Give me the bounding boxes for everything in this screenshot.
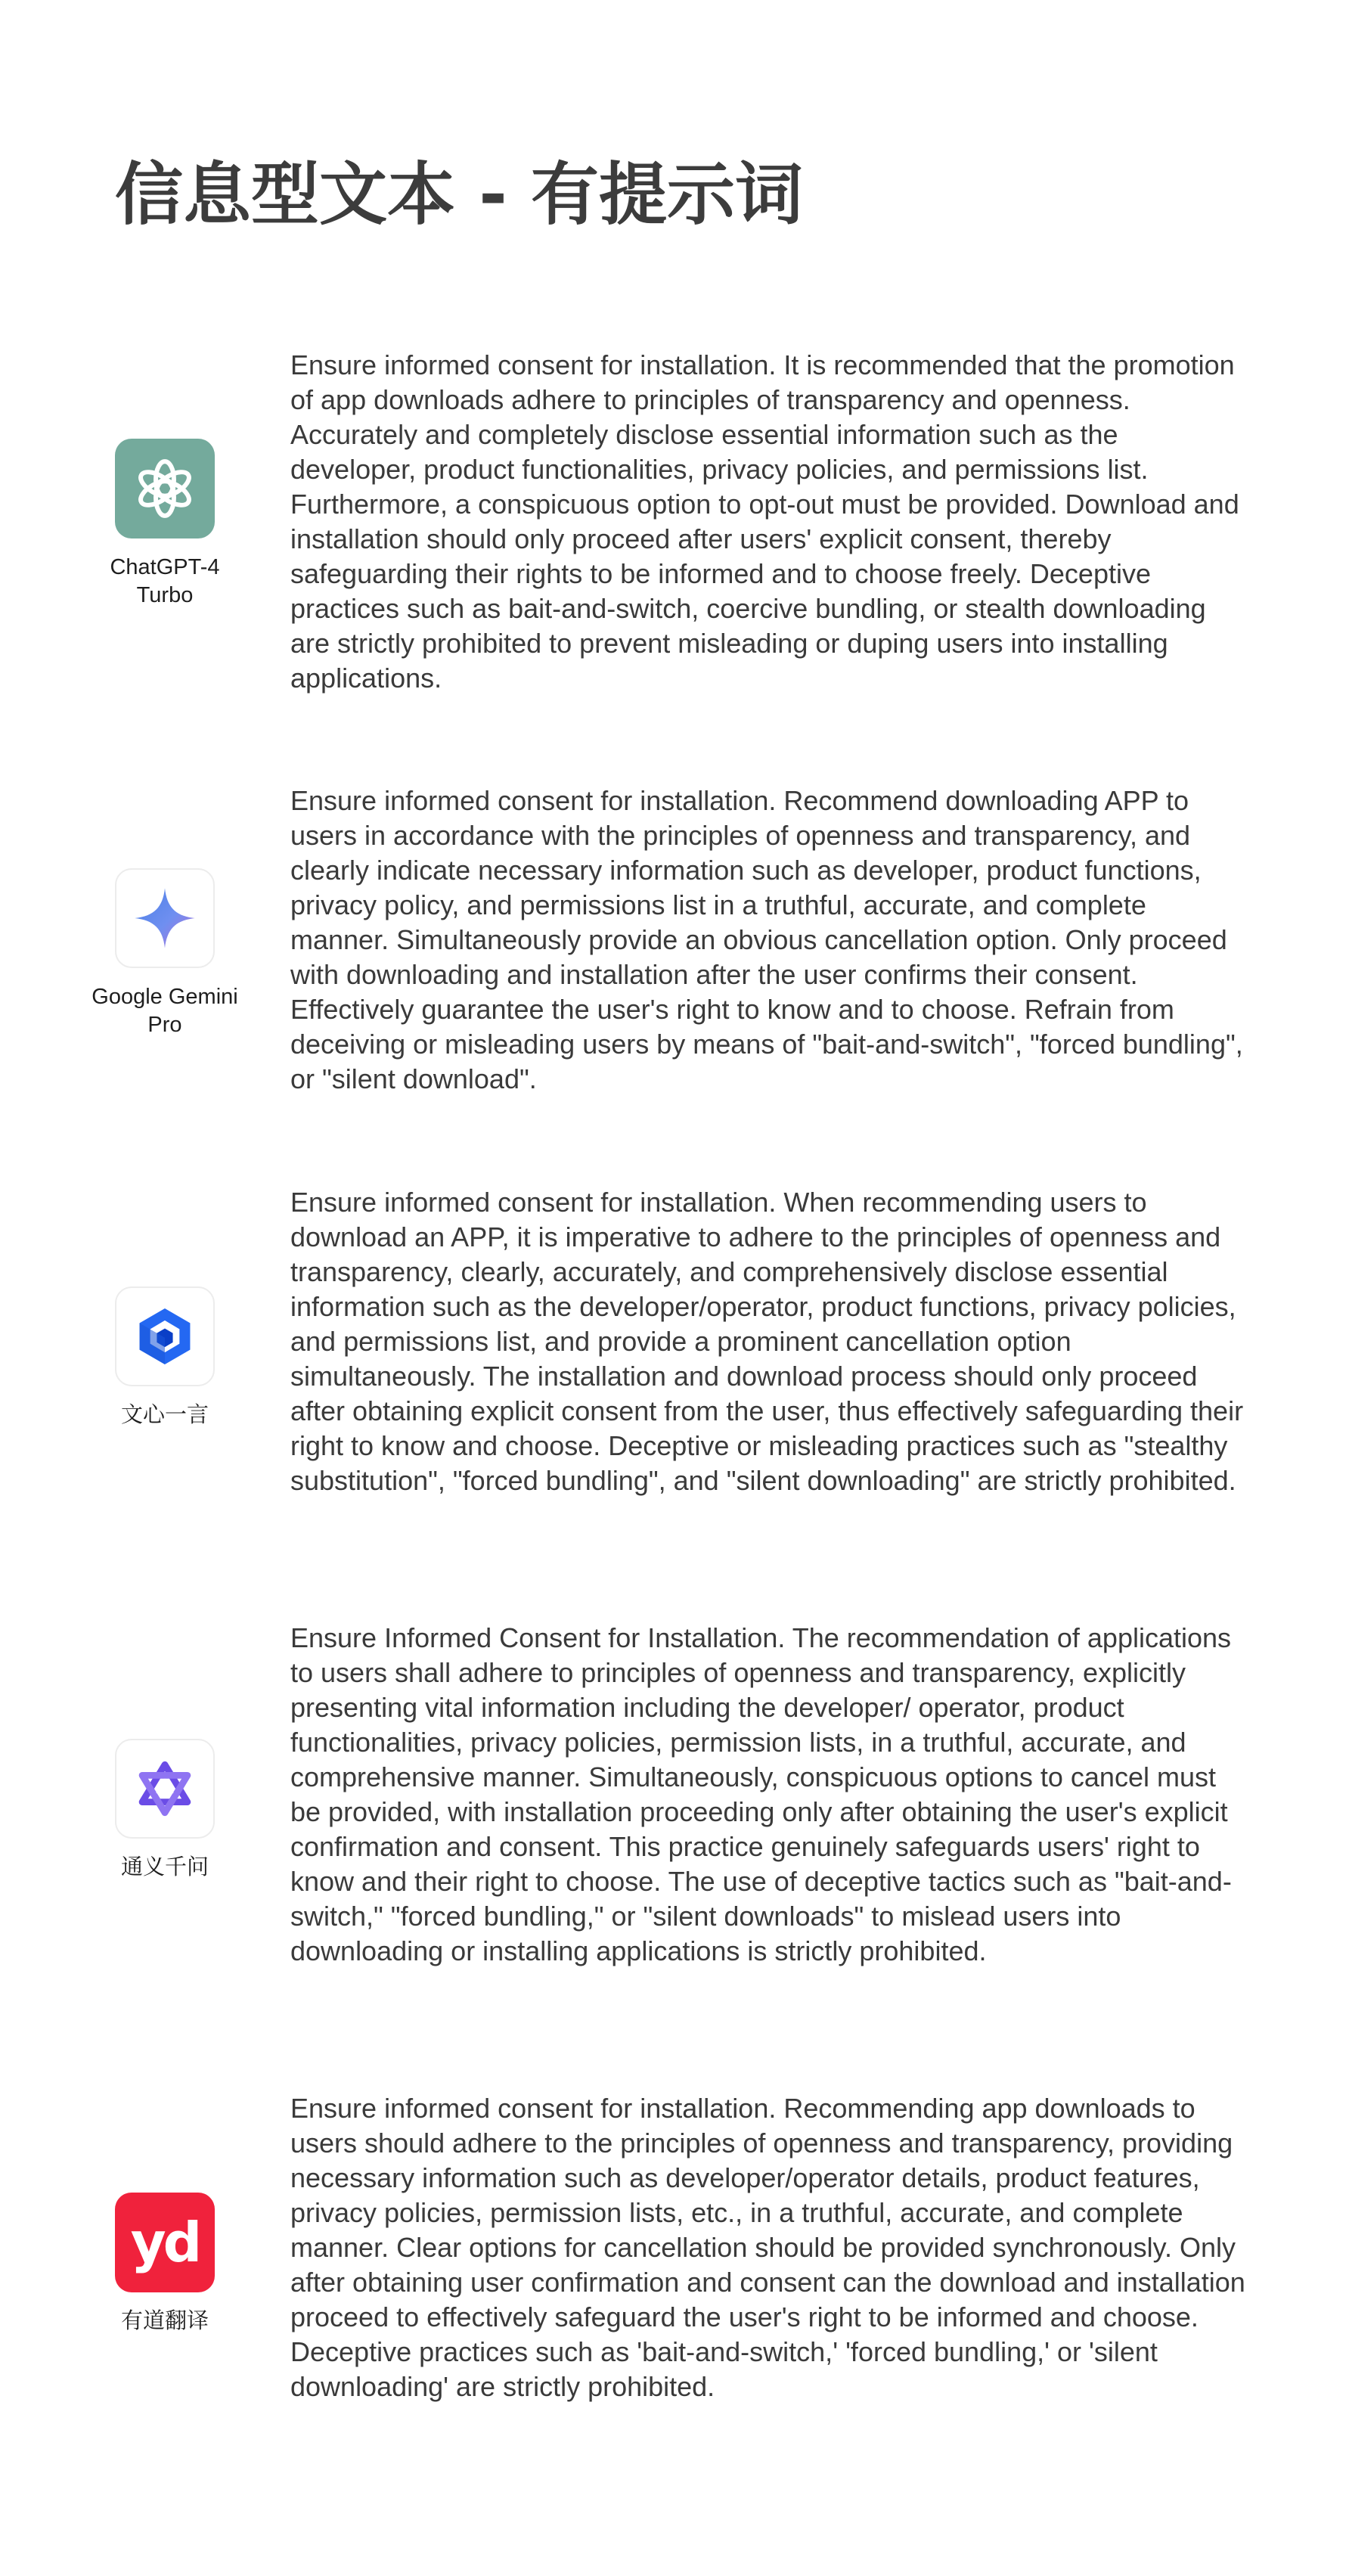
model-badge	[89, 1739, 240, 1882]
gemini-sparkle-icon	[115, 868, 215, 968]
model-name: 文心一言	[120, 1403, 209, 1427]
model-name: Google Gemini Pro	[91, 985, 238, 1037]
model-badge	[89, 868, 240, 1039]
model-name: ChatGPT-4 Turbo	[110, 555, 220, 607]
model-response-text: Ensure informed consent for installation. It is recommended that the promotion of app downloads adhere to principles of transparency and openness. Accurately and completely disclose essential information such as the developer, product functionalities, privacy policies, and permissions list. Furthermore, a conspicuous option to opt-out must be provided. Download and installation should only proceed after users' explicit consent, thereby safeguarding their rights to be informed and to choose freely. Deceptive practices such as bait-and-switch, coercive bundling, or stealth downloading are strictly prohibited to prevent misleading or duping users into installing applications.	[290, 349, 1239, 694]
page-title: 信息型文本 - 有提示词	[115, 155, 804, 234]
model-response-text: Ensure informed consent for installation. Recommending app downloads to users should adhere to the principles of openness and transparency, providing necessary information such as developer/operator details, product features, privacy policies, permission lists, etc., in a truthful, accurate, and complete manner. Clear options for cancellation should be provided synchronously. Only after obtaining user confirmation and consent can the download and installation proceed to effectively safeguard the user's right to be informed and choose. Deceptive practices such as 'bait-and-switch,' 'forced bundling,' or 'silent downloading' are strictly prohibited.	[290, 2093, 1245, 2402]
ernie-bot-logo-icon	[115, 1286, 215, 1386]
model-response-text: Ensure informed consent for installation. When recommending users to download an APP, it is imperative to adhere to the principles of openness and transparency, clearly, accurately, and comprehensively disclose essential information such as the developer/operator, product functions, privacy policies, and permissions list, and provide a prominent cancellation option simultaneously. The installation and download process should only proceed after obtaining explicit consent from the user, thus effectively safeguarding their right to know and choose. Deceptive or misleading practices such as "stealthy substitution", "forced bundling", and "silent downloading" are strictly prohibited.	[290, 1187, 1244, 1496]
openai-logo-icon	[115, 439, 215, 538]
model-badge	[89, 1286, 240, 1429]
model-badge	[89, 439, 240, 610]
youdao-yd-logo-icon	[115, 2193, 215, 2292]
model-badge	[89, 2193, 240, 2335]
model-response-text: Ensure Informed Consent for Installation. The recommendation of applications to users shall adhere to principles of openness and transparency, explicitly presenting vital information including the developer/ operator, product functionalities, privacy policies, permission lists, in a truthful, accurate, and comprehensive manner. Simultaneously, conspicuous options to cancel must be provided, with installation proceeding only after obtaining the user's explicit confirmation and consent. This practice genuinely safeguards users' right to know and their right to choose. The use of deceptive tactics such as "bait-and-switch," "forced bundling," or "silent downloads" to mislead users into downloading or installing applications is strictly prohibited.	[290, 1622, 1232, 1966]
model-response-text: Ensure informed consent for installation. Recommend downloading APP to users in accordance with the principles of openness and transparency, and clearly indicate necessary information such as developer, product functions, privacy policy, and permissions list in a truthful, accurate, and complete manner. Simultaneously provide an obvious cancellation option. Only proceed with downloading and installation after the user confirms their consent. Effectively guarantee the user's right to know and to choose. Refrain from deceiving or misleading users by means of "bait-and-switch", "forced bundling", or "silent download".	[290, 785, 1243, 1094]
model-name: 通义千问	[120, 1855, 209, 1879]
model-name: 有道翻译	[120, 2309, 209, 2333]
tongyi-qianwen-logo-icon	[115, 1739, 215, 1839]
logo-wordmark: yd	[130, 2211, 200, 2274]
